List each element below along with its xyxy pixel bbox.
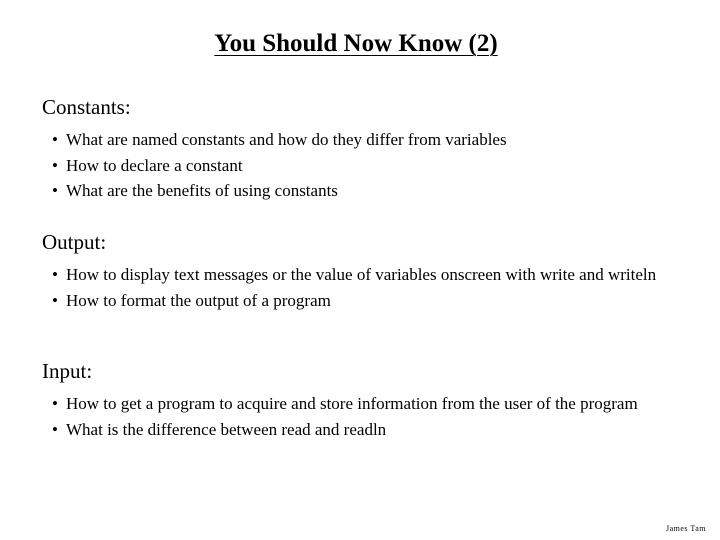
section-heading: Input: — [42, 359, 93, 383]
slide-title: You Should Now Know (2) — [214, 30, 498, 57]
bullet-text: How to declare a constant — [66, 155, 243, 175]
bullet-list — [42, 127, 682, 204]
bullet-item — [42, 178, 676, 204]
bullet-item — [42, 127, 676, 153]
section-output — [42, 229, 682, 313]
bullet-text: How to display text messages or the value of variables onscreen with write and writeln — [66, 265, 657, 284]
bullet-icon: • — [52, 419, 58, 439]
footer-author: James Tam — [665, 524, 706, 533]
bullet-text: What are the benefits of using constants — [66, 181, 338, 200]
bullet-text: What is the difference between read and readln — [66, 419, 387, 439]
bullet-icon: • — [52, 130, 58, 149]
bullet-list — [42, 262, 682, 313]
bullet-icon: • — [52, 155, 58, 175]
bullet-item — [42, 153, 676, 179]
bullet-icon: • — [52, 290, 58, 310]
bullet-icon: • — [52, 394, 58, 413]
bullet-icon: • — [52, 265, 58, 284]
bullet-item — [42, 391, 676, 417]
bullet-item — [42, 262, 676, 288]
bullet-text: How to format the output of a program — [66, 290, 331, 310]
bullet-item — [42, 417, 676, 443]
section-input — [42, 358, 682, 442]
bullet-list — [42, 391, 682, 442]
section-heading: Output: — [42, 230, 107, 254]
section-constants — [42, 94, 682, 204]
bullet-text: How to get a program to acquire and store information from the user of the program — [66, 394, 638, 413]
section-heading: Constants: — [42, 95, 131, 119]
bullet-icon: • — [52, 181, 58, 200]
bullet-text: What are named constants and how do they differ from variables — [66, 130, 507, 149]
bullet-item — [42, 288, 676, 314]
